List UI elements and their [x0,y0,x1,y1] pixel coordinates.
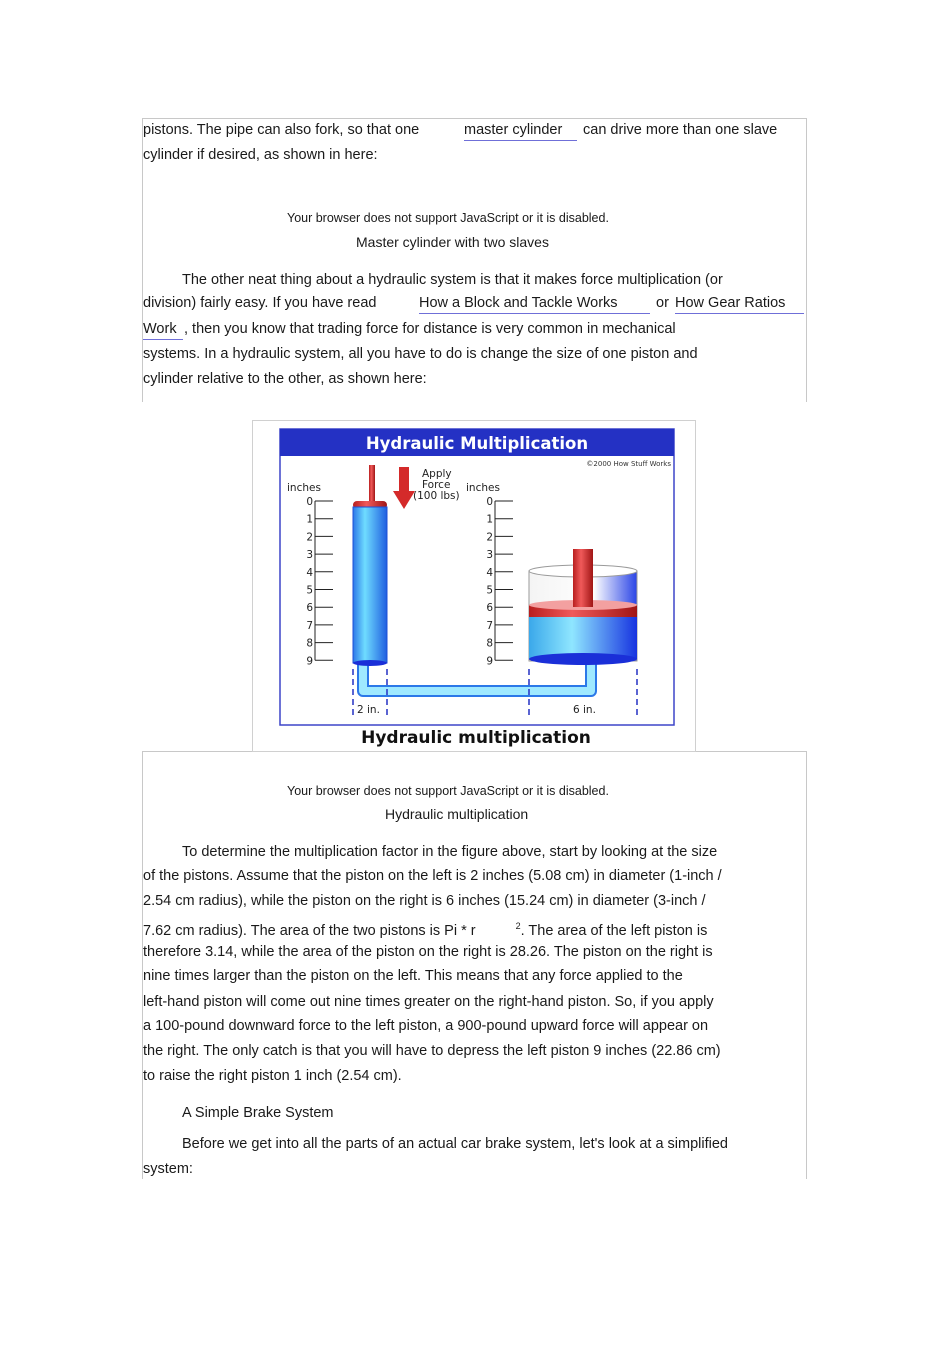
paragraph-line: of the pistons. Assume that the piston on the left is 2 inches (5.08 cm) in diameter (1-inch / [143,868,722,884]
scale-tick-label: 4 [306,566,313,579]
apply-force-label: (100 lbs) [413,490,460,502]
paragraph-line: systems. In a hydraulic system, all you have to do is change the size of one piston and [143,346,698,362]
scale-tick-label: 8 [306,637,313,650]
paragraph-line [143,917,707,940]
scale-tick-label: 1 [486,513,493,526]
paragraph-line: system: [143,1161,193,1177]
paragraph-line: therefore 3.14, while the area of the piston on the right is 28.26. The piston on the right is [143,944,713,960]
paragraph-line: Before we get into all the parts of an actual car brake system, let's look at a simplified [182,1136,728,1152]
scale-tick-label: 5 [306,584,313,597]
paragraph-line: can drive more than one slave [583,122,778,138]
paragraph-line: cylinder relative to the other, as shown here: [143,371,427,387]
small-piston-rod [369,465,375,507]
scale-tick-label: 3 [486,549,493,562]
paragraph-line: , then you know that trading force for distance is very common in mechanical [184,321,676,337]
or-word: or [656,295,669,311]
scale-tick-label: 3 [306,549,313,562]
paragraph-line: The other neat thing about a hydraulic system is that it makes force multiplication (or [182,272,723,288]
scale-tick-label: 0 [486,496,493,508]
banner-title: Hydraulic Multiplication [365,434,589,453]
scale-tick-label: 9 [306,655,313,668]
inches-label-right: inches [466,482,500,494]
figure-caption: Hydraulic multiplication [385,806,529,822]
hydraulic-multiplication-figure [252,420,696,752]
scale-tick-label: 7 [306,619,313,632]
inches-label-left: inches [287,482,321,494]
figure-bottom-title: Hydraulic multiplication [361,728,591,748]
area-text-start: 7.62 cm radius). The area of the two pistons is Pi * r [143,922,476,939]
paragraph-line: left-hand piston will come out nine times greater on the right-hand piston. So, if you apply [143,994,714,1010]
link-master-cylinder[interactable]: master cylinder [464,121,577,141]
paragraph-line: nine times larger than the piston on the left. This means that any force applied to the [143,968,683,984]
scale-tick-label: 7 [486,619,493,632]
paragraph-line: division) fairly easy. If you have read [143,295,377,311]
javascript-notice: Your browser does not support JavaScript or it is disabled. [287,784,609,798]
paragraph-line: cylinder if desired, as shown in here: [143,147,378,163]
section-heading: A Simple Brake System [182,1105,334,1121]
paragraph-line: To determine the multiplication factor in the figure above, start by looking at the size [182,844,718,860]
scale-tick-label: 4 [486,566,493,579]
paragraph-line: the right. The only catch is that you will have to depress the left piston 9 inches (22.86 cm) [143,1043,721,1059]
hydraulic-diagram [253,421,695,751]
large-piston-rod [573,549,593,607]
small-cylinder-base [353,660,387,666]
scale-tick-label: 6 [306,602,313,615]
paragraph-line: to raise the right piston 1 inch (2.54 cm). [143,1068,402,1084]
scale-tick-label: 1 [306,513,313,526]
scale-tick-label: 9 [486,655,493,668]
paragraph-line: pistons. The pipe can also fork, so that one [143,122,420,138]
superscript-two: 2 [515,921,521,931]
large-cylinder-base [529,653,637,665]
small-cylinder [353,507,387,663]
large-cylinder-fluid [529,611,637,659]
scale-tick-label: 2 [486,531,493,544]
figure-caption: Master cylinder with two slaves [356,234,549,250]
area-text-end: . The area of the left piston is [520,922,708,939]
dimension-label-right: 6 in. [573,704,596,716]
paragraph-line: a 100-pound downward force to the left piston, a 900-pound upward force will appear on [143,1018,709,1034]
scale-tick-label: 0 [306,496,313,508]
apply-force-label: Force [422,479,451,491]
paragraph-line: 2.54 cm radius), while the piston on the right is 6 inches (15.24 cm) in diameter (3-inch / [143,893,706,909]
copyright-text: ©2000 How Stuff Works [586,460,671,468]
link-gear-ratios-continued[interactable]: Work [143,320,183,340]
link-block-and-tackle[interactable]: How a Block and Tackle Works [419,294,650,314]
scale-tick-label: 8 [486,637,493,650]
scale-tick-label: 5 [486,584,493,597]
apply-force-label: Apply [422,468,452,480]
scale-tick-label: 6 [486,602,493,615]
scale-tick-label: 2 [306,531,313,544]
dimension-label-left: 2 in. [357,704,380,716]
javascript-notice: Your browser does not support JavaScript or it is disabled. [287,211,609,225]
link-gear-ratios[interactable]: How Gear Ratios [675,294,804,314]
